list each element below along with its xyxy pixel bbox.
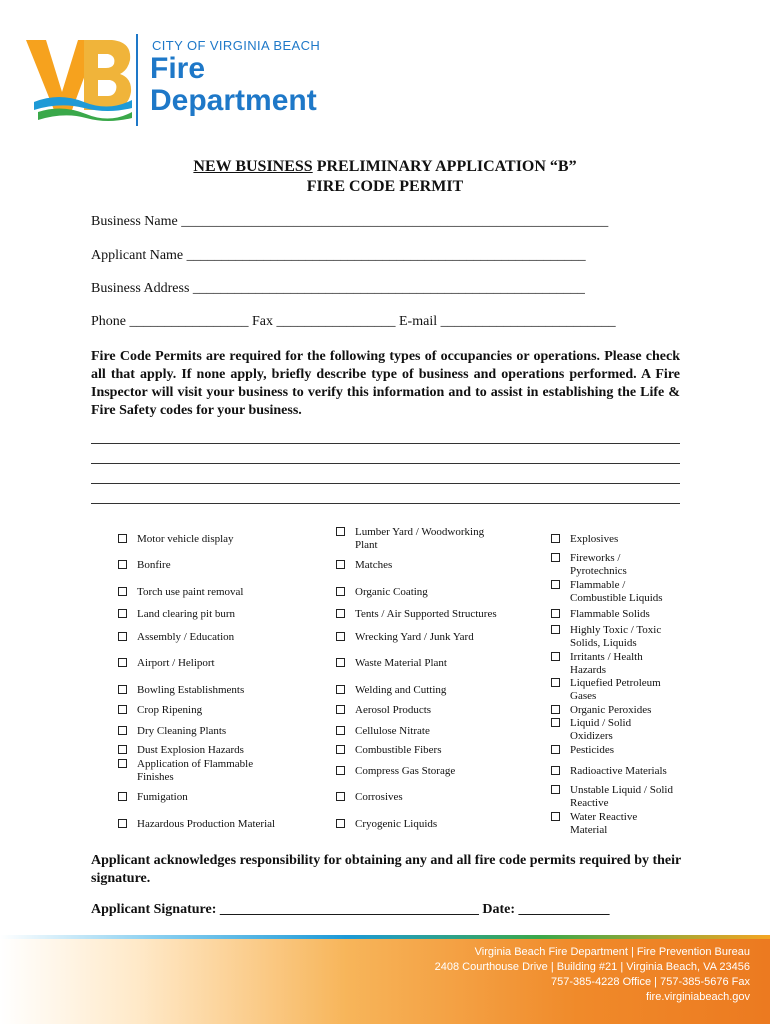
vb-logo-icon — [24, 34, 134, 124]
footer-stripe — [0, 935, 770, 939]
checkbox-icon[interactable] — [118, 745, 127, 754]
checkbox-icon[interactable] — [336, 560, 345, 569]
business-name-field[interactable]: Business Name _____________________________________________________________ — [91, 214, 609, 229]
footer-banner — [0, 935, 770, 1024]
checkbox-icon[interactable] — [118, 819, 127, 828]
checkbox-icon[interactable] — [551, 580, 560, 589]
dept-line1: Fire — [150, 52, 206, 85]
description-line[interactable] — [91, 443, 680, 444]
checkbox-icon[interactable] — [336, 792, 345, 801]
checkbox-icon[interactable] — [118, 759, 127, 768]
business-address-field[interactable]: Business Address ________________________________________________________ — [91, 281, 585, 296]
checkbox-icon[interactable] — [551, 678, 560, 687]
checkbox-icon[interactable] — [118, 587, 127, 596]
checkbox-icon[interactable] — [118, 658, 127, 667]
description-line[interactable] — [91, 463, 680, 464]
checkbox-icon[interactable] — [336, 766, 345, 775]
checkbox-icon[interactable] — [336, 609, 345, 618]
checkbox-icon[interactable] — [551, 766, 560, 775]
applicant-name-field[interactable]: Applicant Name _________________________________________________________ — [91, 248, 586, 263]
checkbox-icon[interactable] — [118, 685, 127, 694]
checkbox-icon[interactable] — [551, 625, 560, 634]
footer-website[interactable]: fire.virginiabeach.gov — [646, 991, 750, 1003]
checkbox-icon[interactable] — [118, 534, 127, 543]
description-line[interactable] — [91, 483, 680, 484]
checkbox-icon[interactable] — [118, 726, 127, 735]
checkbox-icon[interactable] — [551, 553, 560, 562]
description-line[interactable] — [91, 503, 680, 504]
checkbox-icon[interactable] — [551, 652, 560, 661]
checkbox-icon[interactable] — [336, 745, 345, 754]
form-title — [0, 158, 770, 176]
signature-date-line[interactable]: Applicant Signature: _____________________________________ Date: _____________ — [91, 902, 610, 917]
permit-notice: Fire Code Permits are required for the following types of occupancies or operations. Please check all that apply. If none apply, briefly describe type of business and operations performed. A Fire Inspector will visit your business to verify this information and to assist in establishing the Life & Fire Safety codes for your business. — [91, 349, 680, 418]
checkbox-icon[interactable] — [551, 745, 560, 754]
checkbox-icon[interactable] — [551, 785, 560, 794]
checkbox-icon[interactable] — [551, 718, 560, 727]
checkbox-icon[interactable] — [336, 527, 345, 536]
checkbox-icon[interactable] — [551, 609, 560, 618]
checkbox-icon[interactable] — [118, 705, 127, 714]
acknowledgement-text: Applicant acknowledges responsibility for obtaining any and all fire code permits required by their signature. — [91, 853, 681, 886]
title-underlined: NEW BUSINESS — [193, 158, 313, 175]
checkbox-icon[interactable] — [336, 658, 345, 667]
footer-contact — [435, 945, 750, 1005]
checkbox-icon[interactable] — [336, 587, 345, 596]
checkbox-icon[interactable] — [118, 560, 127, 569]
dept-line2: Department — [150, 84, 317, 117]
checkbox-icon[interactable] — [336, 726, 345, 735]
checkbox-icon[interactable] — [336, 632, 345, 641]
checkbox-icon[interactable] — [336, 685, 345, 694]
checkbox-icon[interactable] — [118, 632, 127, 641]
checkbox-icon[interactable] — [336, 705, 345, 714]
checkbox-icon[interactable] — [551, 534, 560, 543]
form-subtitle: FIRE CODE PERMIT — [306, 178, 464, 195]
city-name: CITY OF VIRGINIA BEACH — [152, 38, 321, 53]
footer-line3: 757-385-4228 Office | 757-385-5676 Fax — [551, 976, 750, 988]
checkbox-icon[interactable] — [551, 812, 560, 821]
footer-line1: Virginia Beach Fire Department | Fire Prevention Bureau — [474, 946, 750, 958]
footer-line2: 2408 Courthouse Drive | Building #21 | Virginia Beach, VA 23456 — [434, 961, 750, 973]
logo-divider — [136, 34, 138, 126]
vbfd-logo — [24, 30, 344, 130]
checkbox-icon[interactable] — [336, 819, 345, 828]
contact-fields[interactable]: Phone _________________ Fax _________________ E-mail _________________________ — [91, 314, 616, 329]
checkbox-icon[interactable] — [118, 792, 127, 801]
checkbox-icon[interactable] — [118, 609, 127, 618]
checkbox-icon[interactable] — [551, 705, 560, 714]
title-rest: PRELIMINARY APPLICATION “B” — [312, 158, 577, 175]
